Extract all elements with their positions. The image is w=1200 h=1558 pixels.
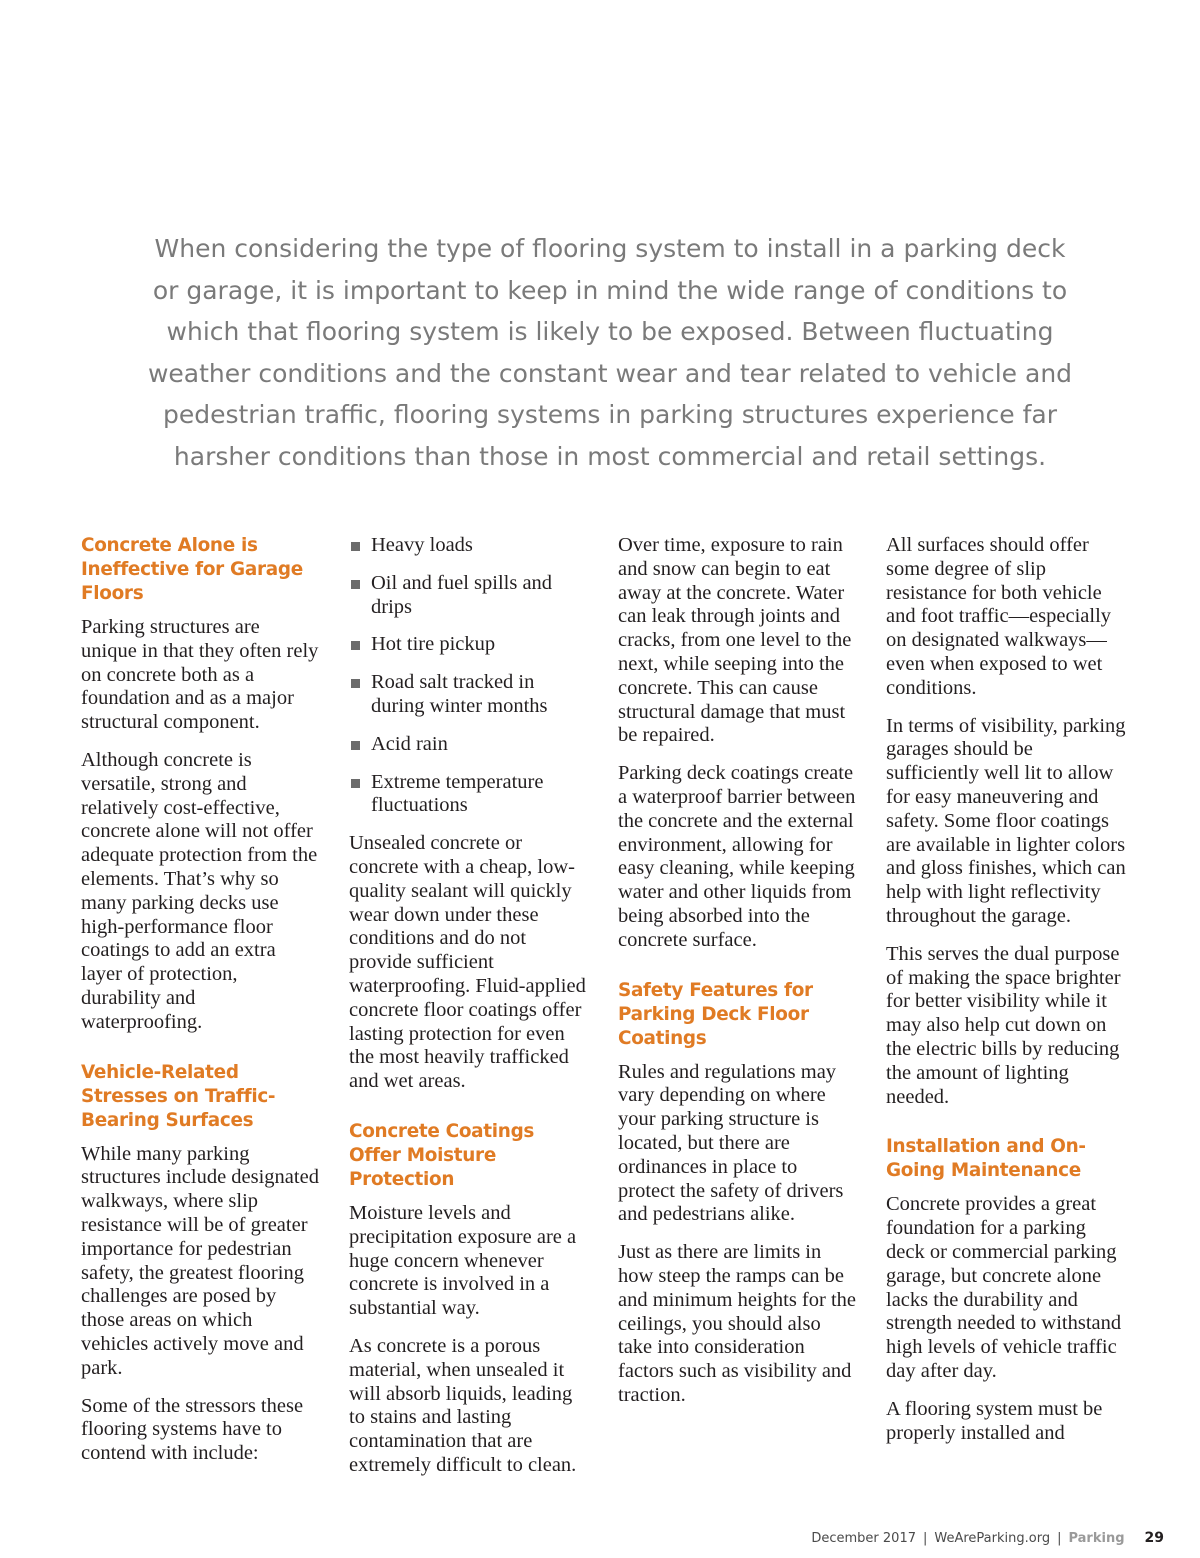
body-paragraph: Parking deck coatings create a waterproof barrier between the concrete and the external environment, allowing for easy cleaning, while keeping water and other liquids from being absorbed into the concrete surface. [618, 762, 856, 951]
body-paragraph: As concrete is a porous material, when unsealed it will absorb liquids, leading to stains and lasting contamination that are extremely difficult to clean. [349, 1334, 577, 1476]
square-bullet-icon [351, 779, 360, 788]
section-heading: Vehicle-Related Stresses on Traffic-Bearing Surfaces [81, 1061, 276, 1131]
body-paragraph: In terms of visibility, parking garages should be sufficiently well lit to allow for easy maneuvering and safety. Some floor coatings are available in lighter colors and gloss finishes, which can help with light reflectivity throughout the garage. [886, 714, 1126, 927]
square-bullet-icon [351, 679, 360, 688]
body-paragraph: Unsealed concrete or concrete with a cheap, low-quality sealant will quickly wear down under these conditions and do not provide sufficient waterproofing. Fluid-applied concrete floor coatings offer lasting protection for even the most heavily trafficked and wet areas. [349, 832, 586, 1093]
list-item [349, 534, 589, 558]
issue-date: December 2017 [811, 1531, 916, 1546]
footer-separator: | [923, 1531, 928, 1546]
body-paragraph: Some of the stressors these flooring systems have to contend with include: [81, 1394, 304, 1465]
list-item [349, 733, 589, 757]
footer-separator: | [1057, 1531, 1062, 1546]
body-paragraph: This serves the dual purpose of making the space brighter for better visibility while it may also help cut down on the electric bills by reducing the amount of lighting needed. [886, 942, 1121, 1108]
list-item [349, 572, 589, 620]
body-paragraph: Parking structures are unique in that they often rely on concrete both as a foundation and as a major structural component. [81, 616, 319, 734]
page-number: 29 [1144, 1530, 1164, 1546]
body-paragraph: Just as there are limits in how steep the ramps can be and minimum heights for the ceilings, you should also take into consideration factors such as visibility and traction. [618, 1241, 856, 1406]
list-item-text: Heavy loads [371, 534, 473, 556]
body-paragraph: Although concrete is versatile, strong and relatively cost-effective, concrete alone will not offer adequate protection from the elements. That’s why so many parking decks use high-performance floor coatings to add an extra layer of protection, durability and waterproofing. [81, 748, 318, 1033]
intro-paragraph: When considering the type of flooring system to install in a parking deck or garage, it is important to keep in mind the wide range of conditions to which that flooring system is likely to be exposed. Between fluctuating weather conditions and the constant wear and tear related to vehicle and pedestrian traffic, flooring systems in parking structures experience far harsher conditions than those in most commercial and retail settings. [147, 234, 1073, 471]
list-item-text: Extreme temperature fluctuations [371, 770, 544, 817]
section-heading: Installation and On-Going Maintenance [886, 1136, 1086, 1182]
column-2 [349, 534, 589, 1492]
body-paragraph: While many parking structures include designated walkways, where slip resistance will be of greater importance for pedestrian safety, the greatest flooring challenges are posed by those areas on which vehicles actively move and park. [81, 1142, 319, 1379]
page-footer [811, 1530, 1164, 1546]
column-1 [81, 534, 319, 1480]
section-heading: Concrete Coatings Offer Moisture Protection [349, 1120, 535, 1190]
body-paragraph: A flooring system must be properly installed and [886, 1397, 1103, 1444]
list-item [349, 671, 589, 719]
list-item-text: Oil and fuel spills and drips [371, 571, 553, 618]
body-paragraph: Rules and regulations may vary depending on where your parking structure is located, but there are ordinances in place to protect the safety of drivers and pedestrians alike. [618, 1060, 844, 1226]
square-bullet-icon [351, 641, 360, 650]
body-paragraph: Over time, exposure to rain and snow can begin to eat away at the concrete. Water can leak through joints and cracks, from one level to the next, while seeping into the concrete. This can cause structural damage that must be repaired. [618, 534, 852, 747]
square-bullet-icon [351, 741, 360, 750]
stressors-list [349, 534, 589, 818]
body-paragraph: Moisture levels and precipitation exposure are a huge concern whenever concrete is involved in a substantial way. [349, 1201, 577, 1320]
square-bullet-icon [351, 580, 360, 589]
list-item-text: Hot tire pickup [371, 633, 496, 656]
list-item-text: Acid rain [371, 732, 448, 755]
column-4 [886, 534, 1126, 1459]
section-heading: Concrete Alone is Ineffective for Garage Floors [81, 535, 303, 604]
section-heading: Safety Features for Parking Deck Floor Coatings [618, 979, 813, 1049]
square-bullet-icon [351, 542, 360, 551]
list-item-text: Road salt tracked in during winter months [371, 671, 548, 717]
list-item [349, 633, 589, 657]
body-paragraph: All surfaces should offer some degree of slip resistance for both vehicle and foot traffic—especially on designated walkways—even when exposed to wet conditions. [886, 534, 1112, 699]
column-3 [618, 534, 858, 1422]
website: WeAreParking.org [934, 1531, 1051, 1546]
body-paragraph: Concrete provides a great foundation for a parking deck or commercial parking garage, but concrete alone lacks the durability and strength needed to withstand high levels of vehicle traffic day after day. [886, 1193, 1122, 1382]
list-item [349, 771, 589, 819]
magazine-name: Parking [1068, 1531, 1125, 1546]
